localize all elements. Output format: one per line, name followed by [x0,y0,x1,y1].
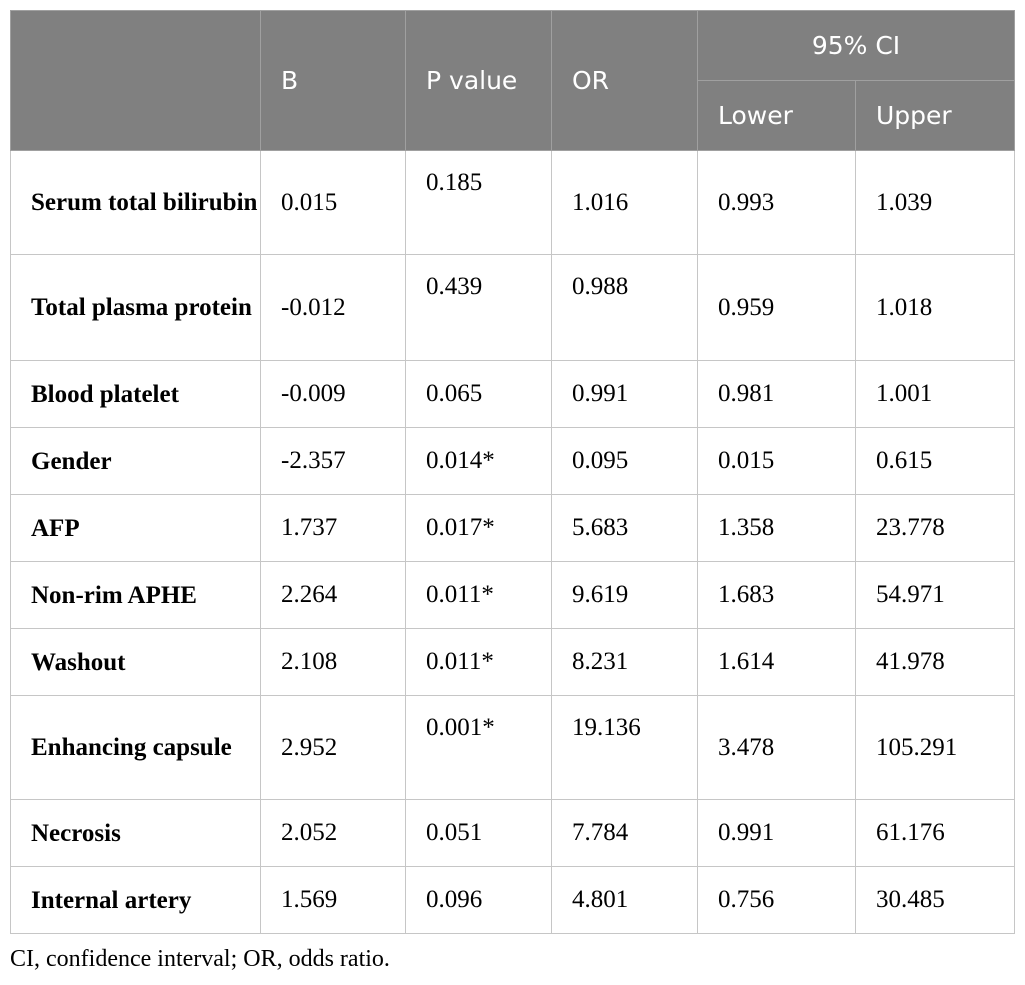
table-body [11,151,1015,934]
cell-lower: 0.981 [698,361,856,428]
cell-lower: 1.358 [698,495,856,562]
table-row [11,800,1015,867]
table-row [11,428,1015,495]
cell-upper: 30.485 [856,867,1015,934]
cell-upper: 23.778 [856,495,1015,562]
cell-lower: 3.478 [698,696,856,800]
cell-p-value: 0.014* [406,428,552,495]
cell-lower: 1.683 [698,562,856,629]
cell-or: 8.231 [552,629,698,696]
row-label: Blood platelet [11,361,261,428]
cell-upper: 61.176 [856,800,1015,867]
cell-b: 2.952 [261,696,406,800]
table-row [11,562,1015,629]
header-row-top [11,11,1015,81]
cell-lower: 0.991 [698,800,856,867]
header-p-value: P value [406,11,552,151]
cell-b: -0.012 [261,255,406,361]
table-row [11,361,1015,428]
cell-lower: 0.015 [698,428,856,495]
table-row [11,255,1015,361]
header-lower: Lower [698,81,856,151]
cell-upper: 1.039 [856,151,1015,255]
cell-or: 0.988 [552,255,698,361]
table-row [11,696,1015,800]
cell-lower: 0.993 [698,151,856,255]
row-label: Necrosis [11,800,261,867]
row-label: AFP [11,495,261,562]
cell-or: 1.016 [552,151,698,255]
cell-lower: 0.959 [698,255,856,361]
cell-or: 7.784 [552,800,698,867]
cell-or: 5.683 [552,495,698,562]
header-or: OR [552,11,698,151]
cell-upper: 1.001 [856,361,1015,428]
cell-or: 4.801 [552,867,698,934]
cell-p-value: 0.001* [406,696,552,800]
cell-b: 2.264 [261,562,406,629]
cell-upper: 41.978 [856,629,1015,696]
cell-upper: 105.291 [856,696,1015,800]
row-label: Non-rim APHE [11,562,261,629]
cell-or: 0.095 [552,428,698,495]
row-label: Enhancing capsule [11,696,261,800]
cell-or: 9.619 [552,562,698,629]
row-label: Washout [11,629,261,696]
cell-b: 1.569 [261,867,406,934]
cell-p-value: 0.439 [406,255,552,361]
row-label: Total plasma protein [11,255,261,361]
header-b: B [261,11,406,151]
cell-upper: 54.971 [856,562,1015,629]
cell-b: 2.052 [261,800,406,867]
cell-p-value: 0.011* [406,562,552,629]
cell-b: -2.357 [261,428,406,495]
table-row [11,495,1015,562]
cell-upper: 1.018 [856,255,1015,361]
cell-b: -0.009 [261,361,406,428]
row-label: Serum total bilirubin [11,151,261,255]
row-label: Gender [11,428,261,495]
header-upper: Upper [856,81,1015,151]
header-95-ci: 95% CI [698,11,1015,81]
cell-p-value: 0.011* [406,629,552,696]
table-row [11,629,1015,696]
cell-b: 0.015 [261,151,406,255]
cell-or: 19.136 [552,696,698,800]
cell-lower: 1.614 [698,629,856,696]
cell-b: 1.737 [261,495,406,562]
cell-or: 0.991 [552,361,698,428]
cell-b: 2.108 [261,629,406,696]
table-row [11,867,1015,934]
row-label: Internal artery [11,867,261,934]
cell-p-value: 0.065 [406,361,552,428]
cell-p-value: 0.096 [406,867,552,934]
cell-p-value: 0.051 [406,800,552,867]
header-variable [11,11,261,151]
table-footnote: CI, confidence interval; OR, odds ratio. [10,946,390,972]
cell-upper: 0.615 [856,428,1015,495]
table-row [11,151,1015,255]
cell-p-value: 0.017* [406,495,552,562]
cell-p-value: 0.185 [406,151,552,255]
cell-lower: 0.756 [698,867,856,934]
results-table [10,10,1015,934]
table-header [11,11,1015,151]
